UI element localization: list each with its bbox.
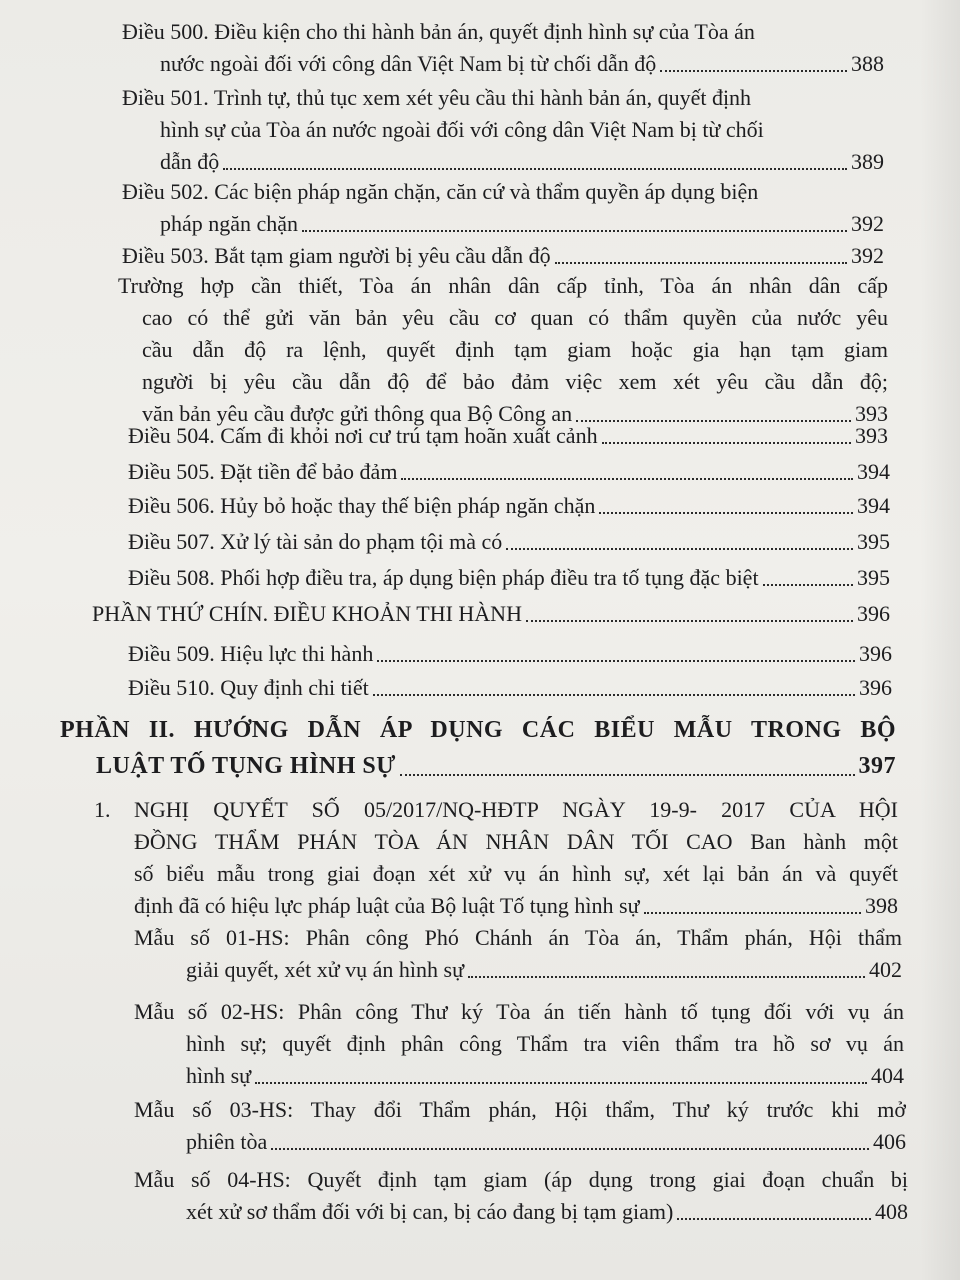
page-number: 393 <box>855 401 888 426</box>
entry-text-line: Mẫu số 03-HS: Thay đổi Thẩm phán, Hội thẩm, Thư ký trước khi mở <box>134 1097 906 1122</box>
entry-last-line <box>128 562 890 594</box>
entry-text-line: Điều 507. Xử lý tài sản do phạm tội mà có <box>128 529 503 554</box>
entry-last-line <box>134 1196 908 1228</box>
page-number: 396 <box>859 675 892 700</box>
page-number: 389 <box>851 149 884 174</box>
page-number: 393 <box>855 423 888 448</box>
dot-leader <box>401 478 853 480</box>
dot-leader <box>555 262 847 264</box>
entry-last-line <box>134 954 902 986</box>
dot-leader <box>468 976 865 978</box>
toc-entry-nghi-quyet-05-2017[interactable] <box>94 794 898 922</box>
entry-text-line: định đã có hiệu lực pháp luật của Bộ luật Tố tụng hình sự <box>134 893 640 918</box>
toc-entry-dieu-504[interactable] <box>128 420 888 452</box>
entry-text-line: hình sự <box>186 1063 252 1088</box>
entry-text-line: hình sự của Tòa án nước ngoài đối với công dân Việt Nam bị từ chối <box>160 117 764 142</box>
toc-entry-dieu-510[interactable] <box>128 672 892 704</box>
entry-text-line: ĐỒNG THẨM PHÁN TÒA ÁN NHÂN DÂN TỐI CAO Ban hành một <box>134 829 898 854</box>
toc-entry-truong-hop-can-thiet[interactable] <box>118 270 888 430</box>
toc-entry-dieu-506[interactable] <box>128 490 890 522</box>
toc-entry-dieu-501[interactable] <box>122 82 884 178</box>
entry-text-line: phiên tòa <box>186 1129 268 1154</box>
toc-entry-mau-so-02-hs[interactable] <box>134 996 904 1092</box>
page-number: 392 <box>851 243 884 268</box>
entry-text-line: Điều 505. Đặt tiền để bảo đảm <box>128 459 398 484</box>
toc-section-phan-ii[interactable] <box>60 712 896 784</box>
section-heading-line: PHẦN II. HƯỚNG DẪN ÁP DỤNG CÁC BIỂU MẪU TRONG BỘ <box>60 717 896 743</box>
page-number: 404 <box>871 1063 904 1088</box>
entry-last-line <box>122 240 884 272</box>
entry-text-line: Điều 510. Quy định chi tiết <box>128 675 369 700</box>
entry-text-line: NGHỊ QUYẾT SỐ 05/2017/NQ-HĐTP NGÀY 19-9- 2017 CỦA HỘI <box>134 797 898 822</box>
entry-text-line: Điều 501. Trình tự, thủ tục xem xét yêu cầu thi hành bản án, quyết định <box>122 85 752 110</box>
page-number: 408 <box>875 1199 908 1224</box>
section-heading-line: LUẬT TỐ TỤNG HÌNH SỰ <box>96 753 396 779</box>
dot-leader <box>677 1218 871 1220</box>
page-number: 395 <box>857 529 890 554</box>
entry-last-line <box>122 48 884 80</box>
entry-text-line: Điều 503. Bắt tạm giam người bị yêu cầu dẫn độ <box>122 243 551 268</box>
toc-entry-dieu-502[interactable] <box>122 176 884 240</box>
toc-entry-dieu-507[interactable] <box>128 526 890 558</box>
dot-leader <box>660 70 847 72</box>
entry-last-line <box>92 598 890 630</box>
entry-text-line: người bị yêu cầu dẫn độ để bảo đảm việc xem xét yêu cầu dẫn độ; <box>142 369 888 394</box>
entry-text-line: Mẫu số 04-HS: Quyết định tạm giam (áp dụng trong giai đoạn chuẩn bị <box>134 1167 908 1192</box>
page-number: 398 <box>865 893 898 918</box>
toc-entry-mau-so-04-hs[interactable] <box>134 1164 908 1228</box>
entry-text-line: số biểu mẫu trong giai đoạn xét xử vụ án hình sự, xét lại bản án và quyết <box>134 861 898 886</box>
toc-entry-dieu-500[interactable] <box>122 16 884 80</box>
entry-last-line <box>128 490 890 522</box>
entry-text-line: Điều 504. Cấm đi khỏi nơi cư trú tạm hoãn xuất cảnh <box>128 423 598 448</box>
page-number: 392 <box>851 211 884 236</box>
entry-last-line <box>128 456 890 488</box>
page-edge-shadow <box>920 0 960 1280</box>
entry-text-line: Điều 500. Điều kiện cho thi hành bản án, quyết định hình sự của Tòa án <box>122 19 755 44</box>
entry-text-line: Mẫu số 01-HS: Phân công Phó Chánh án Tòa án, Thẩm phán, Hội thẩm <box>134 925 902 950</box>
page-number: 394 <box>857 459 890 484</box>
entry-text-line: văn bản yêu cầu được gửi thông qua Bộ Công an <box>142 401 573 426</box>
dot-leader <box>400 774 855 776</box>
entry-text-line: nước ngoài đối với công dân Việt Nam bị từ chối dẫn độ <box>160 51 657 76</box>
dot-leader <box>526 620 853 622</box>
entry-last-line <box>60 748 896 784</box>
entry-text-line: Mẫu số 02-HS: Phân công Thư ký Tòa án tiến hành tố tụng đối với vụ án <box>134 999 904 1024</box>
entry-text-line: giải quyết, xét xử vụ án hình sự <box>186 957 465 982</box>
page-number: 396 <box>859 641 892 666</box>
entry-text-line: xét xử sơ thẩm đối với bị can, bị cáo đang bị tạm giam) <box>186 1199 674 1224</box>
entry-last-line <box>134 1126 906 1158</box>
dot-leader <box>255 1082 867 1084</box>
page-number: 388 <box>851 51 884 76</box>
dot-leader <box>602 442 851 444</box>
toc-entry-dieu-509[interactable] <box>128 638 892 670</box>
entry-last-line <box>122 208 884 240</box>
entry-last-line <box>128 672 892 704</box>
page-number: 402 <box>869 957 902 982</box>
page-number: 396 <box>857 601 890 626</box>
entry-text-line: PHẦN THỨ CHÍN. ĐIỀU KHOẢN THI HÀNH <box>92 601 522 626</box>
page-number: 394 <box>857 493 890 518</box>
entry-last-line <box>128 420 888 452</box>
dot-leader <box>599 512 853 514</box>
toc-entry-dieu-508[interactable] <box>128 562 890 594</box>
entry-text-line: Điều 502. Các biện pháp ngăn chặn, căn cứ và thẩm quyền áp dụng biện <box>122 179 759 204</box>
entry-text-line: cầu dẫn độ ra lệnh, quyết định tạm giam hoặc gia hạn tạm giam <box>142 337 888 362</box>
toc-entry-phan-thu-chin[interactable] <box>92 598 890 630</box>
entry-last-line <box>122 146 884 178</box>
page-number: 406 <box>873 1129 906 1154</box>
entry-text-line: hình sự; quyết định phân công Thẩm tra viên thẩm tra hồ sơ vụ án <box>186 1031 904 1056</box>
toc-entry-dieu-505[interactable] <box>128 456 890 488</box>
dot-leader <box>373 694 855 696</box>
dot-leader <box>223 168 847 170</box>
entry-last-line <box>134 1060 904 1092</box>
dot-leader <box>302 230 847 232</box>
entry-text-line: Điều 506. Hủy bỏ hoặc thay thế biện pháp ngăn chặn <box>128 493 596 518</box>
dot-leader <box>377 660 855 662</box>
page-number: 395 <box>857 565 890 590</box>
toc-entry-mau-so-03-hs[interactable] <box>134 1094 906 1158</box>
dot-leader <box>271 1148 869 1150</box>
dot-leader <box>644 912 861 914</box>
entry-text-line: cao có thể gửi văn bản yêu cầu cơ quan có thẩm quyền của nước yêu <box>142 305 888 330</box>
entry-text-line: Điều 508. Phối hợp điều tra, áp dụng biện pháp điều tra tố tụng đặc biệt <box>128 565 759 590</box>
dot-leader <box>506 548 853 550</box>
toc-entry-dieu-503[interactable] <box>122 240 884 272</box>
dot-leader <box>763 584 853 586</box>
page-number: 397 <box>858 753 896 779</box>
list-number: 1. <box>94 797 111 822</box>
entry-text-line: Trường hợp cần thiết, Tòa án nhân dân cấp tỉnh, Tòa án nhân dân cấp <box>118 273 888 298</box>
entry-last-line <box>128 638 892 670</box>
entry-last-line <box>134 890 898 922</box>
entry-text-line: Điều 509. Hiệu lực thi hành <box>128 641 374 666</box>
toc-entry-mau-so-01-hs[interactable] <box>134 922 902 986</box>
entry-text-line: pháp ngăn chặn <box>160 211 299 236</box>
entry-last-line <box>128 526 890 558</box>
entry-text-line: dẫn độ <box>160 149 220 174</box>
